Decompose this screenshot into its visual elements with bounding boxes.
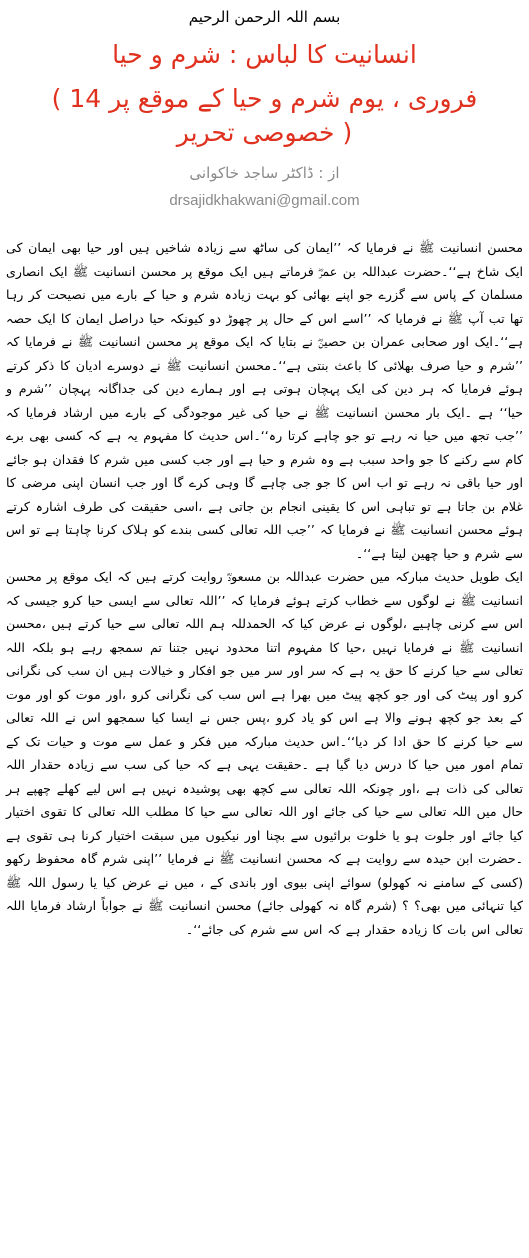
article-title: انسانیت کا لباس : شرم و حیا (112, 40, 417, 69)
article-body (6, 236, 523, 941)
author-email: drsajidkhakwani@gmail.com (169, 192, 360, 209)
author-byline: از : ڈاکٹر ساجد خاکوانی (189, 164, 340, 182)
paragraph: ایک طویل حدیث مبارکہ میں حضرت عبداللہ بن مسعودؓ روایت کرتے ہیں کہ ایک موقع پر محسن انسانیت ﷺ نے لوگوں سے خطاب کرتے ہوئے فرمایا کہ ’’اللہ تعالی سے ایسی حیا کرو جیسی کہ اس سے کرنی چاہیے ،لوگوں نے عرض کیا کہ الحمدللہ ہم اللہ تعالی سے حیا کرتے ہیں ،محسن انسانیت ﷺ نے فرمایا نہیں ،حیا کا مفہوم اتنا محدود نہیں جتنا تم سمجھ رہے ہو بلکہ اللہ تعالی سے حیا کرنے کا حق یہ ہے کہ سر اور سر میں جو افکار و خیالات ہیں ان سب کی نگرانی کرو اور پیٹ کی اور جو کچھ پیٹ میں بھرا ہے اس سب کی نگرانی کرو ،اور موت کو اور موت کے بعد جو کچھ ہونے والا ہے اس کو یاد کرو ،پس جس نے ایسا کیا سمجھو اس نے اللہ تعالی سے حیا کرنے کا حق ادا کر دیا‘‘۔اس حدیث مبارکہ میں فکر و عمل سے موت و حیات تک کے تمام امور میں حیا کا درس دیا گیا ہے ۔حقیقت یہی ہے کہ حیا کی سب سے زیادہ حقدار اللہ تعالی کی ذات ہے ،اور چونکہ اللہ تعالی سے کچھ بھی پوشیدہ نہیں ہے اس لیے کھلے چھپے ہر حال میں اللہ تعالی سے حیا کی جائے اور اللہ تعالی سے حیا کا مطلب اللہ تعالی کا تقوی اختیار کیا جائے اور جلوت ہو یا خلوت برائیوں سے بچنا اور نیکیوں میں سبقت اختیار کرنا ہی تقوی ہے ۔حضرت ابن حیدہ سے روایت ہے کہ محسن انسانیت ﷺ نے فرمایا ’’اپنی شرم گاہ محفوظ رکھو (کسی کے سامنے نہ کھولو) سوائے اپنی بیوی اور باندی کے ، میں نے عرض کیا یا رسول اللہ ﷺ کیا تنہائی میں بھی؟ ؟ (شرم گاہ نہ کھولی جائے) محسن انسانیت ﷺ نے جواباً ارشاد فرمایا اللہ تعالی اس بات کا زیادہ حقدار ہے کہ اس سے شرم کی جائے‘‘۔ (6, 569, 523, 937)
bismillah-heading: بسم اللہ الرحمن الرحیم (188, 8, 341, 26)
article-subtitle: ( 14 فروری ، یوم شرم و حیا کے موقع پر خصوصی تحریر ) (51, 84, 478, 147)
paragraph: محسن انسانیت ﷺ نے فرمایا کہ ’’ایمان کی ساٹھ سے زیادہ شاخیں ہیں اور حیا بھی ایمان کی ایک شاخ ہے‘‘۔حضرت عبداللہ بن عمرؓ فرماتے ہیں ایک موقع پر محسن انسانیت ﷺ ایک انصاری مسلمان کے پاس سے گزرے جو اپنے بھائی کو بہت زیادہ شرم و حیا کے بارے میں نصیحت کر رہا تھا تب آپ ﷺ نے فرمایا کہ ’’اسے اس کے حال پر چھوڑ دو کیونکہ حیا دراصل ایمان کا ایک حصہ ہے‘‘۔ایک اور صحابی عمران بن حصینؓ نے بتایا کہ ایک موقع پر محسن انسانیت ﷺ نے فرمایا کہ ’’شرم و حیا صرف بھلائی کا باعث بنتی ہے‘‘۔محسن انسانیت ﷺ نے دوسرے ادیان کا ذکر کرتے ہوئے فرمایا کہ ہر دین کی ایک پہچان ہوتی ہے اور ہمارے دین کی جداگانہ پہچان ’’شرم و حیا‘‘ ہے ۔ایک بار محسن انسانیت ﷺ نے حیا کی غیر موجودگی کے بارے میں ارشاد فرمایا کہ ’’جب تجھ میں حیا نہ رہے تو جو چاہے کرتا رہ‘‘۔اس حدیث کا مفہوم یہ ہے کہ کسی بھی برے کام سے رکنے کا جو واحد سبب ہے وہ شرم و حیا ہے اور جب کسی میں شرم کا فقدان ہو جائے اور حیا باقی نہ رہے تو اب اس کا جو جی چاہے گا وہی کرے گا اور جب انسان اپنی مرضی کا غلام بن جاتا ہے تو تباہی اس کا یقینی انجام بن جاتی ہے ،اسی حقیقت کی طرف اشارہ کرتے ہوئے محسن انسانیت ﷺ نے فرمایا کہ ’’جب اللہ تعالی کسی بندے کو ہلاک کرنا چاہتا ہے تو اس سے شرم و حیا چھین لیتا ہے‘‘۔ (6, 240, 523, 561)
